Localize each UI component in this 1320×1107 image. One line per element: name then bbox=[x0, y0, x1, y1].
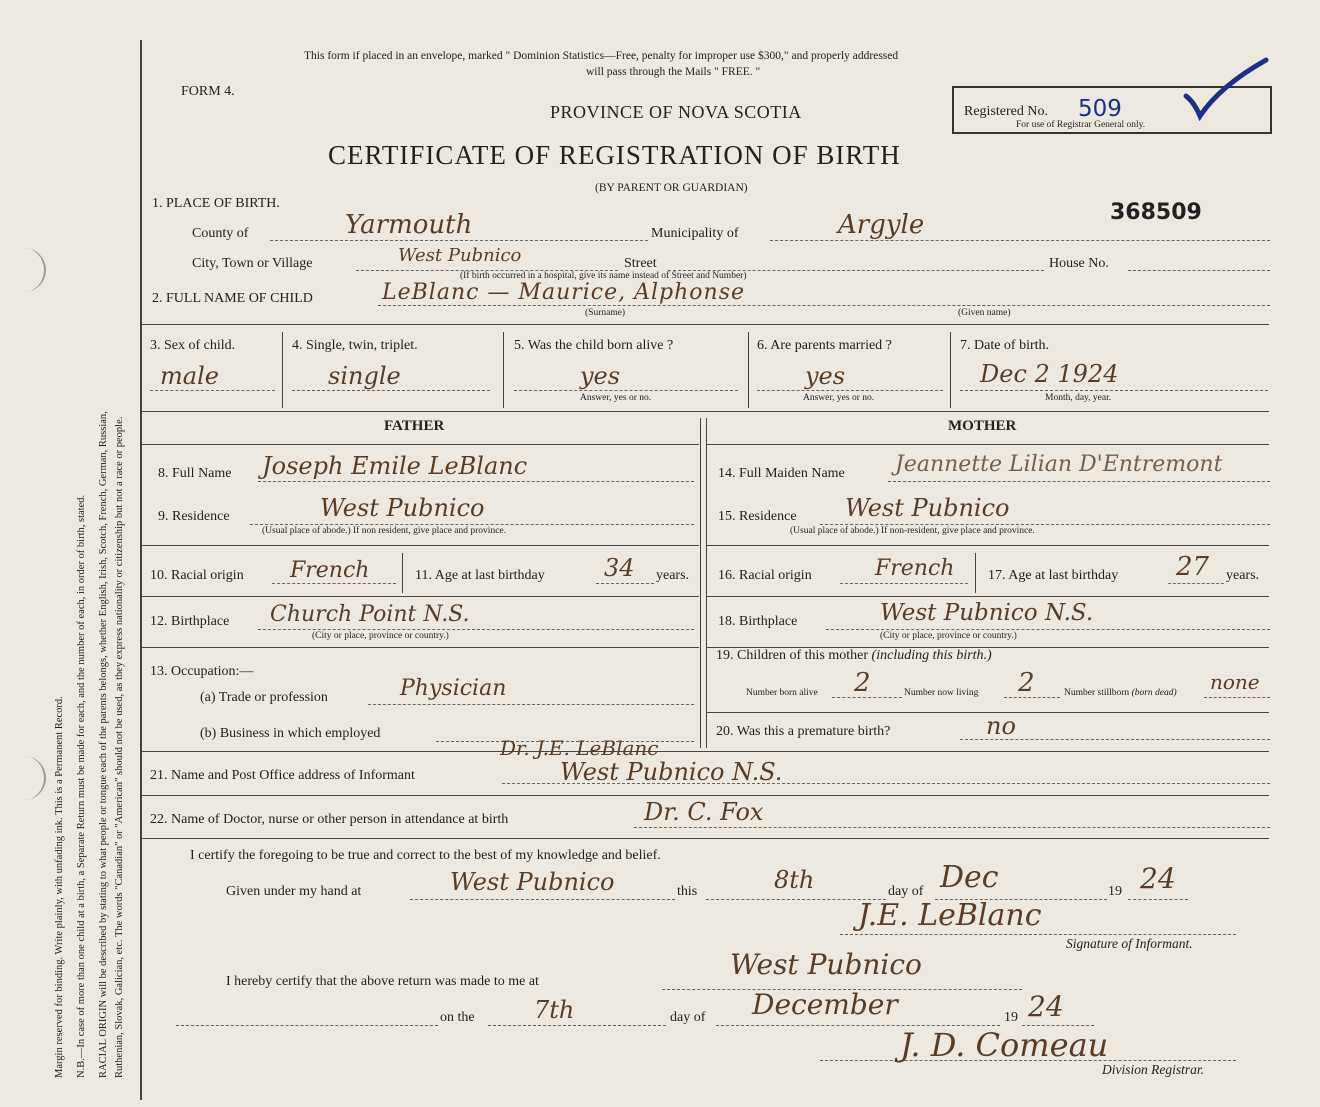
registrar-on-the-label: on the bbox=[440, 1010, 475, 1025]
registrar-year-value: 24 bbox=[1028, 990, 1064, 1023]
children-label bbox=[716, 648, 992, 664]
mother-years-label: years. bbox=[1226, 568, 1260, 583]
living-count-value: 2 bbox=[1018, 668, 1035, 698]
father-name-value: Joseph Emile LeBlanc bbox=[262, 452, 528, 480]
informant-address-value: West Pubnico N.S. bbox=[560, 758, 783, 786]
plurality-value: single bbox=[328, 362, 401, 390]
date-of-birth-label: 7. Date of birth. bbox=[960, 338, 1050, 353]
margin-multiple-births-note: N.B.—In case of more than one child at a birth, a Separate Return must be made for each, and the number of each, in order of birth, stated. bbox=[76, 494, 87, 1078]
margin-racial-origin-note-2: Ruthenian, Slovak, Galician, etc. The words "Canadian" or "American" should not be used, as they express nationality or citizenship but not a race or people. bbox=[114, 416, 125, 1078]
living-count-label: Number now living bbox=[904, 688, 979, 698]
father-racial-label: 10. Racial origin bbox=[150, 568, 244, 583]
street-label: Street bbox=[624, 256, 657, 271]
given-year-value: 24 bbox=[1140, 862, 1176, 895]
born-alive-label: 5. Was the child born alive ? bbox=[514, 338, 674, 353]
mother-residence-value: West Pubnico bbox=[845, 494, 1010, 522]
father-birthplace-note: (City or place, province or country.) bbox=[312, 631, 449, 641]
stillborn-label-paren: (born dead) bbox=[1131, 688, 1177, 698]
registrar-place-value: West Pubnico bbox=[730, 948, 922, 981]
business-label: (b) Business in which employed bbox=[200, 726, 381, 741]
father-years-label: years. bbox=[656, 568, 690, 583]
born-alive-value: yes bbox=[580, 362, 621, 390]
informant-signature: J.E. LeBlanc bbox=[858, 898, 1042, 933]
born-alive-answer-note: Answer, yes or no. bbox=[580, 393, 652, 403]
mother-racial-label: 16. Racial origin bbox=[718, 568, 812, 583]
postal-notice-line1: This form if placed in an envelope, marked " Dominion Statistics—Free, penalty for improper use $300," and properly addressed bbox=[304, 50, 899, 62]
mother-residence-note: (Usual place of abode.) If non-resident, give place and province. bbox=[790, 526, 1035, 536]
father-age-label: 11. Age at last birthday bbox=[415, 568, 545, 583]
mother-name-label: 14. Full Maiden Name bbox=[718, 466, 845, 481]
check-mark-icon bbox=[1180, 56, 1270, 124]
mother-heading: MOTHER bbox=[948, 418, 1017, 434]
given-year-prefix: 19 bbox=[1108, 884, 1122, 899]
form-number: FORM 4. bbox=[181, 84, 235, 99]
trade-label: (a) Trade or profession bbox=[200, 690, 328, 705]
postal-notice-line2: will pass through the Mails " FREE. " bbox=[586, 66, 761, 78]
premature-label: 20. Was this a premature birth? bbox=[716, 724, 891, 739]
municipality-label: Municipality of bbox=[651, 226, 739, 241]
father-residence-label: 9. Residence bbox=[158, 509, 230, 524]
serial-number: 368509 bbox=[1110, 200, 1202, 225]
certificate-subtitle: (BY PARENT OR GUARDIAN) bbox=[595, 182, 748, 194]
registrar-month-value: December bbox=[752, 988, 898, 1021]
stillborn-label-text: Number stillborn bbox=[1064, 688, 1130, 698]
registrar-signature: J. D. Comeau bbox=[900, 1026, 1109, 1064]
given-this-label: this bbox=[677, 884, 698, 899]
municipality-value: Argyle bbox=[838, 210, 925, 240]
trade-value: Physician bbox=[400, 676, 507, 701]
child-name-value: LeBlanc — Maurice, Alphonse bbox=[382, 280, 746, 305]
binding-hole-top bbox=[14, 248, 46, 292]
given-day-value: 8th bbox=[774, 866, 815, 894]
children-label-paren: (including this birth.) bbox=[871, 648, 992, 663]
given-month-value: Dec bbox=[940, 860, 999, 895]
date-note: Month, day, year. bbox=[1045, 393, 1112, 403]
parents-married-label: 6. Are parents married ? bbox=[757, 338, 892, 353]
father-residence-note: (Usual place of abode.) If non resident, give place and province. bbox=[262, 526, 506, 536]
hospital-note: (If birth occurred in a hospital, give its name instead of Street and Number) bbox=[460, 271, 747, 281]
sex-value: male bbox=[160, 362, 219, 390]
city-value: West Pubnico bbox=[398, 245, 522, 266]
father-birthplace-label: 12. Birthplace bbox=[150, 614, 230, 629]
given-under-label: Given under my hand at bbox=[226, 884, 362, 899]
surname-note: (Surname) bbox=[585, 308, 626, 318]
certificate-title: CERTIFICATE OF REGISTRATION OF BIRTH bbox=[328, 140, 901, 170]
father-racial-value: French bbox=[290, 558, 370, 583]
occupation-label: 13. Occupation:— bbox=[150, 664, 254, 679]
child-name-label: 2. FULL NAME OF CHILD bbox=[152, 291, 313, 306]
mother-name-value: Jeannette Lilian D'Entremont bbox=[895, 452, 1223, 477]
margin-racial-origin-note: RACIAL ORIGIN will be described by stating to what people or tongue each of the parents belongs, whether English, Irish, Scotch, French, German, Russian, bbox=[98, 411, 109, 1078]
stillborn-count-value: none bbox=[1210, 670, 1260, 694]
registered-label: Registered No. bbox=[964, 104, 1048, 119]
father-age-value: 34 bbox=[604, 554, 635, 582]
given-day-of-label: day of bbox=[888, 884, 924, 899]
children-label-text: 19. Children of this mother bbox=[716, 648, 869, 663]
mother-birthplace-value: West Pubnico N.S. bbox=[880, 600, 1094, 626]
house-number-label: House No. bbox=[1049, 256, 1109, 271]
city-label: City, Town or Village bbox=[192, 256, 313, 271]
registered-number: 509 bbox=[1078, 96, 1122, 122]
mother-birthplace-note: (City or place, province or country.) bbox=[880, 631, 1017, 641]
mother-age-label: 17. Age at last birthday bbox=[988, 568, 1119, 583]
province-heading: PROVINCE OF NOVA SCOTIA bbox=[550, 102, 802, 122]
registrar-certify-text: I hereby certify that the above return was made to me at bbox=[226, 974, 539, 989]
stillborn-count-label bbox=[1064, 688, 1177, 698]
given-place-value: West Pubnico bbox=[450, 868, 615, 896]
informant-label: 21. Name and Post Office address of Informant bbox=[150, 768, 415, 783]
mother-age-value: 27 bbox=[1176, 552, 1210, 582]
mother-racial-value: French bbox=[875, 556, 955, 581]
born-alive-count-label: Number born alive bbox=[746, 688, 818, 698]
certify-text: I certify the foregoing to be true and correct to the best of my knowledge and belief. bbox=[190, 848, 661, 863]
father-residence-value: West Pubnico bbox=[320, 494, 485, 522]
doctor-label: 22. Name of Doctor, nurse or other person in attendance at birth bbox=[150, 812, 509, 827]
father-heading: FATHER bbox=[384, 418, 445, 434]
county-label: County of bbox=[192, 226, 249, 241]
date-of-birth-value: Dec 2 1924 bbox=[980, 360, 1119, 388]
plurality-label: 4. Single, twin, triplet. bbox=[292, 338, 418, 353]
registrar-day-of-label: day of bbox=[670, 1010, 706, 1025]
mother-residence-label: 15. Residence bbox=[718, 509, 797, 524]
informant-signature-label: Signature of Informant. bbox=[1066, 936, 1193, 951]
registrar-year-prefix: 19 bbox=[1004, 1010, 1018, 1025]
registrar-note: For use of Registrar General only. bbox=[1016, 120, 1146, 130]
premature-value: no bbox=[986, 712, 1016, 740]
binding-hole-bottom bbox=[14, 756, 46, 800]
registrar-signature-label: Division Registrar. bbox=[1102, 1062, 1205, 1077]
parents-married-value: yes bbox=[805, 362, 846, 390]
given-name-note: (Given name) bbox=[958, 308, 1011, 318]
informant-name-value: Dr. J.E. LeBlanc bbox=[500, 736, 659, 760]
father-name-label: 8. Full Name bbox=[158, 466, 232, 481]
county-value: Yarmouth bbox=[345, 210, 473, 240]
sex-label: 3. Sex of child. bbox=[150, 338, 236, 353]
parents-married-answer-note: Answer, yes or no. bbox=[803, 393, 875, 403]
place-of-birth-label: 1. PLACE OF BIRTH. bbox=[152, 196, 280, 211]
margin-binding-note: Margin reserved for binding. Write plainly, with unfading ink. This is a Permanent Record. bbox=[54, 696, 65, 1078]
doctor-value: Dr. C. Fox bbox=[644, 798, 764, 826]
registrar-day-value: 7th bbox=[534, 996, 575, 1024]
mother-birthplace-label: 18. Birthplace bbox=[718, 614, 798, 629]
father-birthplace-value: Church Point N.S. bbox=[270, 602, 470, 627]
born-alive-count-value: 2 bbox=[854, 668, 871, 698]
